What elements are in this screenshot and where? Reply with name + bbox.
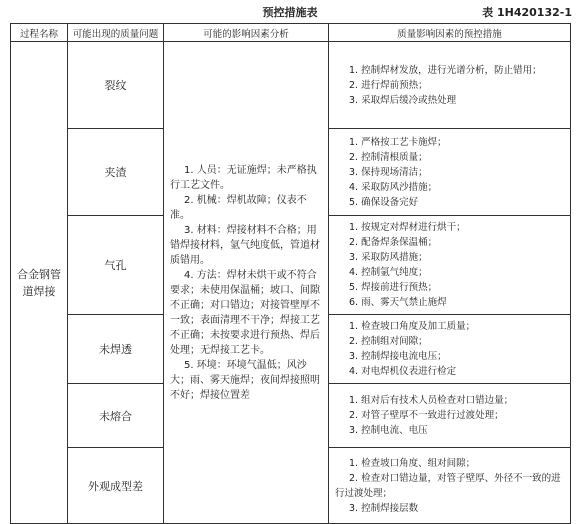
problem-name: 气孔 xyxy=(104,259,127,272)
measure-item: 1. 严格按工艺卡施焊； xyxy=(349,136,447,148)
header-row xyxy=(11,24,571,42)
problem-name: 夹渣 xyxy=(104,166,127,179)
measure-item: 6. 雨、雾天气禁止施焊 xyxy=(349,297,447,308)
measures-cell xyxy=(329,42,571,129)
measure-item: 2. 控制组对间隙； xyxy=(349,336,428,347)
measure-item: 4. 对电焊机仪表进行检定 xyxy=(349,366,457,377)
measure-item: 4. 控制氩气纯度； xyxy=(349,267,428,278)
factor-item: 1. 人员：无证施焊；未严格执行工艺文件。 xyxy=(170,164,317,191)
measure-item: 1. 检查坡口角度及加工质量； xyxy=(349,321,476,332)
problem-name: 未熔合 xyxy=(99,409,132,423)
problem-name: 外观成型差 xyxy=(88,479,143,493)
measure-item: 1. 检查坡口角度、组对间隙； xyxy=(349,457,476,469)
problem-name: 裂纹 xyxy=(104,79,127,92)
measures-cell xyxy=(329,129,571,216)
factor-item: 3. 材料：焊接材料不合格；用错焊接材料，氩气纯度低，管道材质错用。 xyxy=(170,224,320,266)
col-header-problem: 可能出现的质量问题 xyxy=(68,24,164,42)
measure-item: 3. 控制电流、电压 xyxy=(349,425,428,436)
measure-item: 3. 控制焊接电流电压； xyxy=(349,351,447,362)
measure-item: 4. 采取防风沙措施； xyxy=(349,181,438,193)
problem-cell xyxy=(68,315,164,384)
factor-item: 4. 方法：焊材未烘干或不符合要求；未使用保温桶；坡口、间隙不正确；对口错边；对接管壁厚不一致；表面清理不干净；焊接工艺不正确；未按要求进行预热、焊后处理；无焊接工艺卡。 xyxy=(170,269,320,356)
problem-cell xyxy=(68,216,164,315)
measures-cell xyxy=(329,216,571,315)
measure-item: 2. 对管子壁厚不一致进行过渡处理； xyxy=(349,410,504,421)
process-name-cell xyxy=(11,42,68,524)
table-title: 预控措施表 xyxy=(262,6,318,19)
problem-cell xyxy=(68,448,164,524)
measure-item: 5. 确保设备完好 xyxy=(349,196,419,208)
measure-item: 2. 检查对口错边量，对管子壁厚、外径不一致的进行过渡处理； xyxy=(335,472,561,499)
precontrol-measures-table xyxy=(10,23,571,524)
factors-cell xyxy=(164,42,329,524)
factor-item: 2. 机械：焊机故障；仪表不准。 xyxy=(170,194,307,221)
problem-name: 未焊透 xyxy=(99,343,132,356)
problem-cell xyxy=(68,129,164,216)
measure-item: 3. 保持现场清洁； xyxy=(349,166,428,178)
measure-item: 3. 采取焊后缓冷或热处理 xyxy=(349,94,457,106)
measure-item: 2. 进行焊前预热； xyxy=(349,79,428,91)
page-header xyxy=(0,4,580,20)
problem-cell xyxy=(68,384,164,448)
table-row xyxy=(11,42,571,129)
measure-item: 3. 控制焊接层数 xyxy=(349,502,419,514)
process-name: 合金钢管道焊接 xyxy=(17,267,61,298)
col-header-measures: 质量影响因素的预控措施 xyxy=(329,24,571,42)
measure-item: 5. 焊接前进行预热； xyxy=(349,282,438,293)
table-number: 表 1H420132-1 xyxy=(482,6,572,19)
measures-cell xyxy=(329,315,571,384)
problem-cell xyxy=(68,42,164,129)
col-header-factors: 可能的影响因素分析 xyxy=(164,24,329,42)
measure-item: 1. 组对后有技术人员检查对口错边量； xyxy=(349,395,514,406)
measure-item: 1. 按规定对焊材进行烘干； xyxy=(349,222,466,233)
measure-item: 2. 控制清根质量； xyxy=(349,151,428,163)
measure-item: 1. 控制焊材发放，进行光谱分析，防止错用； xyxy=(349,64,542,76)
measures-cell xyxy=(329,384,571,448)
measure-item: 3. 采取防风措施； xyxy=(349,252,428,263)
measure-item: 2. 配备焊条保温桶； xyxy=(349,237,438,248)
factor-item: 5. 环境：环境气温低；风沙大；雨、雾天施焊；夜间焊接照明不好；焊接位置差 xyxy=(170,359,320,401)
col-header-process: 过程名称 xyxy=(11,24,68,42)
measures-cell xyxy=(329,448,571,524)
